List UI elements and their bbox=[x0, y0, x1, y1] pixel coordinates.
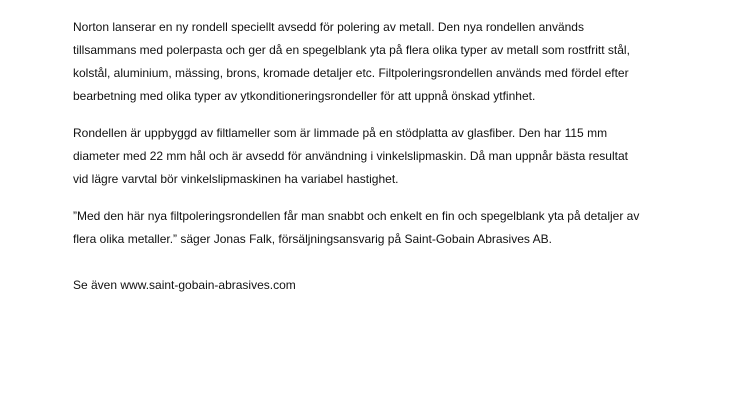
paragraph-line: flera olika metaller.” säger Jonas Falk, försäljningsansvarig på Saint-Gobain Abrasives AB. bbox=[73, 232, 552, 246]
paragraph-quote bbox=[73, 205, 713, 251]
paragraph-line: Norton lanserar en ny rondell speciellt avsedd för polering av metall. Den nya rondellen används bbox=[73, 20, 584, 34]
paragraph-intro bbox=[73, 16, 713, 108]
paragraph-line: Rondellen är uppbyggd av filtlameller som är limmade på en stödplatta av glasfiber. Den har 115 mm bbox=[73, 126, 608, 140]
paragraph-website bbox=[73, 274, 713, 297]
website-reference: Se även www.saint-gobain-abrasives.com bbox=[73, 278, 296, 292]
paragraph-line: ”Med den här nya filtpoleringsrondellen får man snabbt och enkelt en fin och spegelblank yta på detaljer av bbox=[73, 209, 640, 223]
paragraph-line: diameter med 22 mm hål och är avsedd för användning i vinkelslipmaskin. Då man uppnår bästa resultat bbox=[73, 149, 628, 163]
paragraph-construction bbox=[73, 122, 713, 191]
paragraph-line: vid lägre varvtal bör vinkelslipmaskinen ha variabel hastighet. bbox=[73, 172, 399, 186]
paragraph-line: kolstål, aluminium, mässing, brons, kromade detaljer etc. Filtpoleringsrondellen används med fördel efter bbox=[73, 66, 629, 80]
paragraph-line: bearbetning med olika typer av ytkonditioneringsrondeller för att uppnå önskad ytfinhet. bbox=[73, 89, 536, 103]
paragraph-line: tillsammans med polerpasta och ger då en spegelblank yta på flera olika typer av metall som rostfritt stål, bbox=[73, 43, 630, 57]
